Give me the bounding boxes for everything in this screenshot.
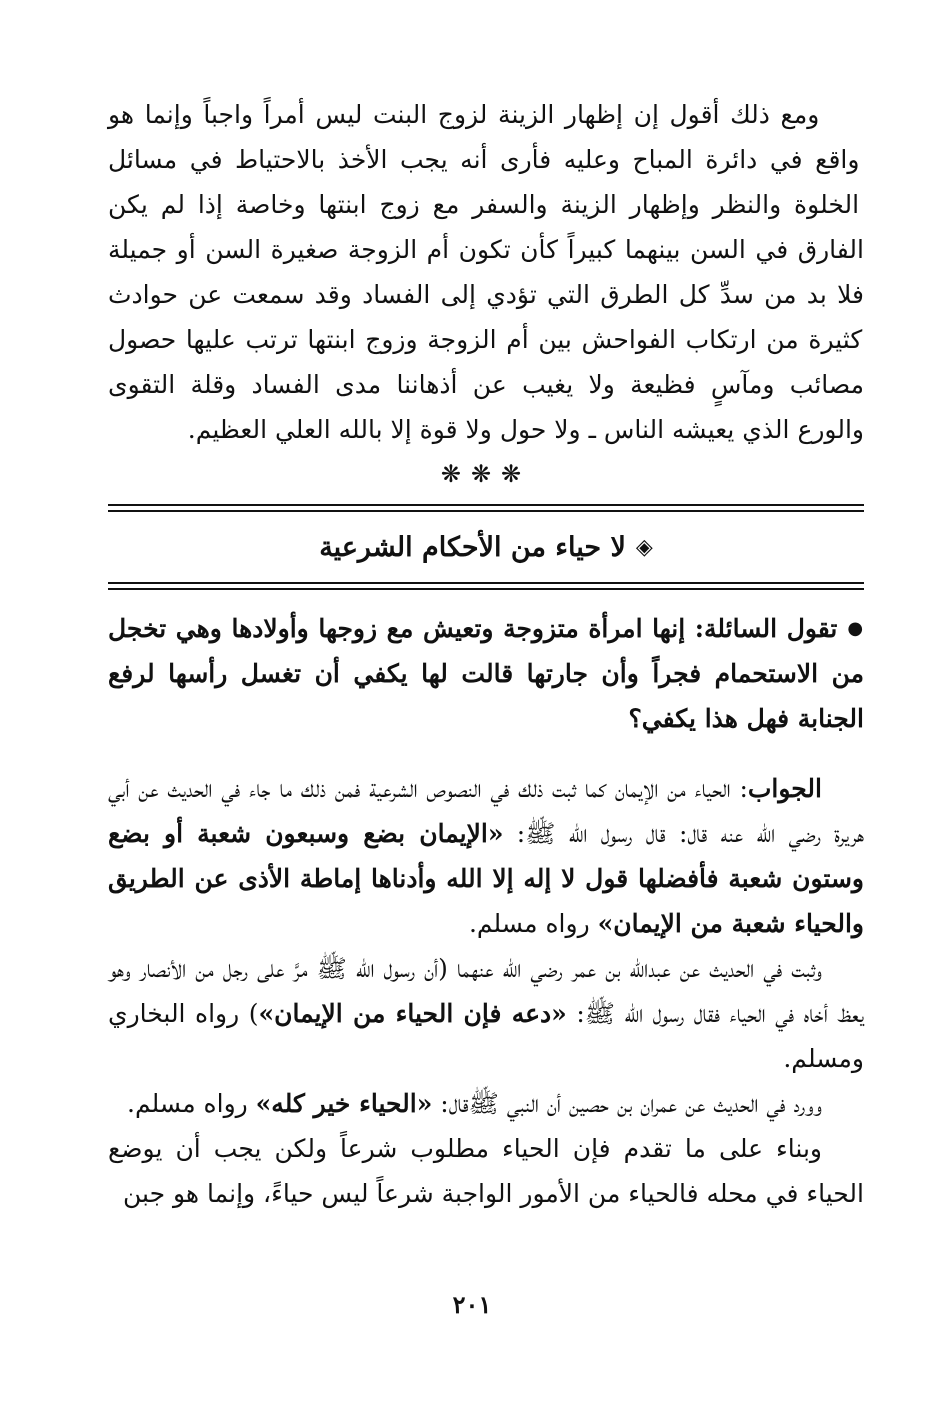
hadith-quote: «الحياء خير كله» xyxy=(255,1089,433,1118)
page-number: ٢٠١ xyxy=(452,1290,492,1319)
question-text: تقول السائلة: إنها امرأة متزوجة وتعيش مع زوجها وأولادها وهي تخجل من الاستحمام فجراً وأن جارتها قالت لها يكفي أن تغسل رأسها لرفع الجنابة فهل هذا يكفي؟ xyxy=(108,614,864,733)
section-heading-text: لا حياء من الأحكام الشرعية xyxy=(319,532,626,563)
intro-line: بد من سدِّ كل الطرق التي تؤدي إلى الفساد وقد سمعت عن حوادث كثيرة xyxy=(108,280,863,354)
diamond-ornament-icon: ◈ xyxy=(635,534,653,560)
hadith-source: رواه مسلم. xyxy=(127,1089,256,1118)
answer-paragraph-3 xyxy=(108,1081,864,1126)
intro-paragraph xyxy=(108,92,864,452)
paragraph-text: وبناء على ما تقدم فإن الحياء مطلوب شرعاً ولكن يجب أن يوضع الحياء في محله فالحياء من الأمور الواجبة شرعاً ليس حياءً، وإنما هو جبن xyxy=(108,1134,864,1208)
section-separator: ❋❋❋ xyxy=(440,460,532,488)
paragraph-text: وورد في الحديث عن عمران بن حصين أن النبي ﷺقال: xyxy=(432,1089,822,1118)
page-body xyxy=(108,92,864,1216)
answer-paragraph-4 xyxy=(108,1126,864,1216)
heading-top-rule xyxy=(108,504,864,512)
answer-paragraph-2 xyxy=(108,946,864,1081)
intro-line: الذي يعيشه الناس ـ ولا حول ولا قوة إلا بالله العلي العظيم. xyxy=(187,415,790,444)
hadith-source: رواه مسلم. xyxy=(468,909,598,938)
question-paragraph xyxy=(108,606,864,741)
heading-bottom-rule xyxy=(108,582,864,590)
hadith-quote: «دعه فإن الحياء من الإيمان» xyxy=(258,999,567,1028)
paragraph-text: وثبت في الحديث عن عبدالله بن عمر رضي الله عنهما (أن رسول الله ﷺ مرَّ على رجل من الأنصار وهو يعظ أخاه في الحياء فقال رسول الله ﷺ: xyxy=(108,954,865,1028)
answer-label: الجواب xyxy=(747,774,822,803)
intro-line: من ارتكاب الفواحش بين أم الزوجة وزوج ابنتها ترتب عليها حصول xyxy=(108,325,799,354)
intro-line: الخلوة والنظر وإظهار الزينة والسفر مع زوج ابنتها وخاصة إذا لم يكن xyxy=(108,190,860,219)
section-heading xyxy=(108,512,864,582)
intro-line: واقع في دائرة المباح وعليه فأرى أنه يجب الأخذ بالاحتياط في مسائل xyxy=(108,145,860,174)
intro-line: ومع ذلك أقول إن إظهار الزينة لزوج البنت ليس أمراً واجباً وإنما هو xyxy=(108,100,820,129)
answer-intro-text: : الحياء من الإيمان كما ثبت ذلك في النصوص الشرعية فمن ذلك ما جاء في الحديث عن أبي هريرة رضي الله عنه قال: قال رسول الله ﷺ: xyxy=(108,774,864,848)
answer-paragraph-1 xyxy=(108,766,864,946)
hadith-quote: «الإيمان بضع وسبعون شعبة أو بضع وستون شعبة فأفضلها قول لا إله إلا الله وأدناها إماطة الأذى عن الطريق والحياء شعبة من الإيمان» xyxy=(108,819,864,938)
hadith-source: ) رواه البخاري ومسلم. xyxy=(108,999,864,1073)
intro-line: الفارق في السن بينهما كبيراً كأن تكون أم الزوجة صغيرة السن أو جميلة فلا xyxy=(108,235,864,309)
intro-line: مصائب ومآسٍ فظيعة ولا يغيب عن أذهاننا مدى الفساد وقلة التقوى والورع xyxy=(108,370,864,444)
bullet-icon: ● xyxy=(847,618,864,639)
